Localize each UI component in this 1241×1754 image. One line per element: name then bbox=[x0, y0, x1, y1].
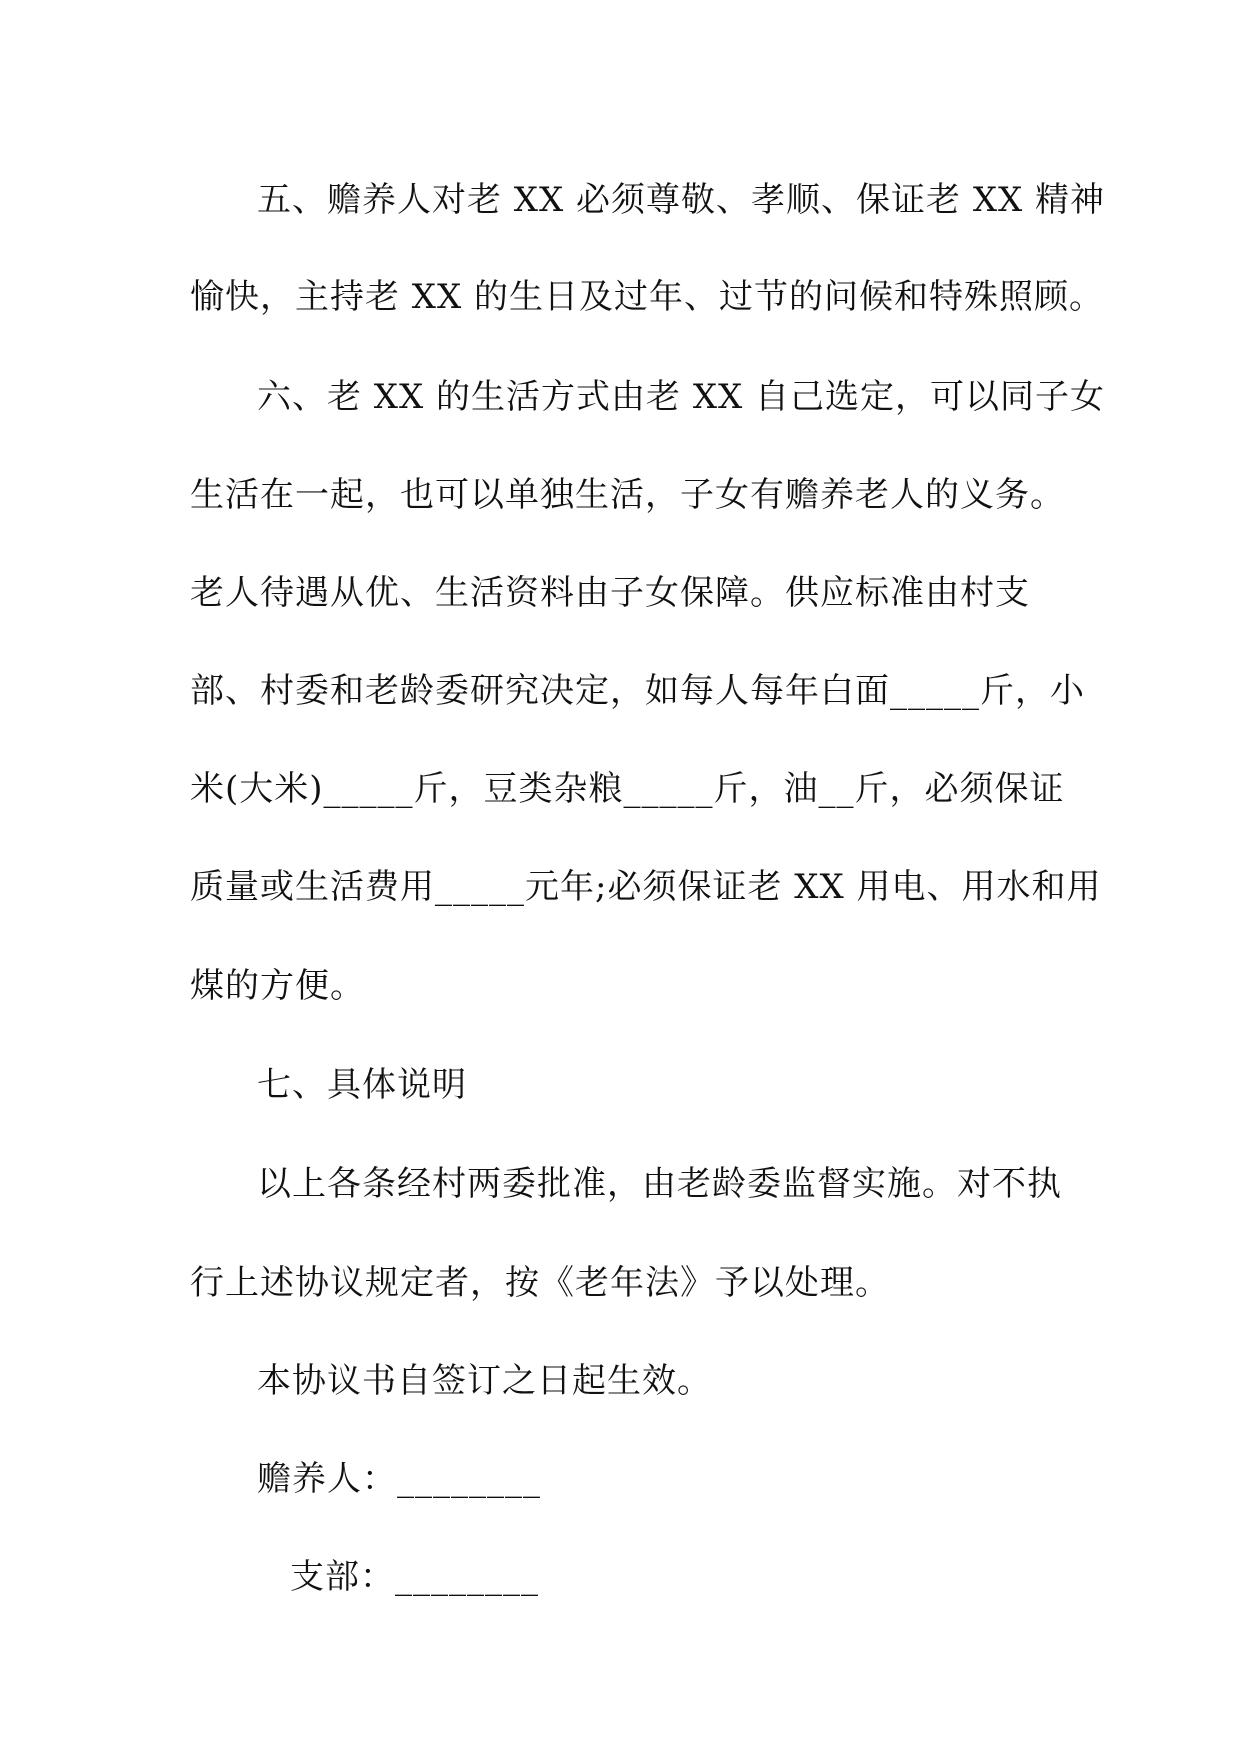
paragraph-6-line-6: 质量或生活费用_____元年;必须保证老 XX 用电、用水和用 bbox=[190, 867, 1102, 907]
paragraph-5-line-1: 五、赡养人对老 XX 必须尊敬、孝顺、保证老 XX 精神 bbox=[257, 180, 1106, 220]
paragraph-7-line-2: 行上述协议规定者，按《老年法》予以处理。 bbox=[190, 1263, 890, 1303]
paragraph-6-line-5: 米(大米)_____斤，豆类杂粮_____斤，油__斤，必须保证 bbox=[190, 769, 1065, 809]
section-7-heading: 七、具体说明 bbox=[257, 1065, 467, 1105]
supporter-signature-line: 赡养人：________ bbox=[257, 1459, 541, 1499]
effective-clause: 本协议书自签订之日起生效。 bbox=[257, 1361, 712, 1401]
paragraph-6-line-7: 煤的方便。 bbox=[190, 966, 365, 1006]
branch-signature-line: 支部：________ bbox=[290, 1557, 539, 1597]
paragraph-6-line-4: 部、村委和老龄委研究决定，如每人每年白面_____斤，小 bbox=[190, 671, 1085, 711]
paragraph-6-line-3: 老人待遇从优、生活资料由子女保障。供应标准由村支 bbox=[190, 573, 1030, 613]
paragraph-6-line-1: 六、老 XX 的生活方式由老 XX 自己选定，可以同子女 bbox=[257, 377, 1106, 417]
paragraph-6-line-2: 生活在一起，也可以单独生活，子女有赡养老人的义务。 bbox=[190, 475, 1065, 515]
paragraph-5-line-2: 愉快，主持老 XX 的生日及过年、过节的问候和特殊照顾。 bbox=[190, 277, 1105, 317]
paragraph-7-line-1: 以上各条经村两委批准，由老龄委监督实施。对不执 bbox=[257, 1164, 1062, 1204]
